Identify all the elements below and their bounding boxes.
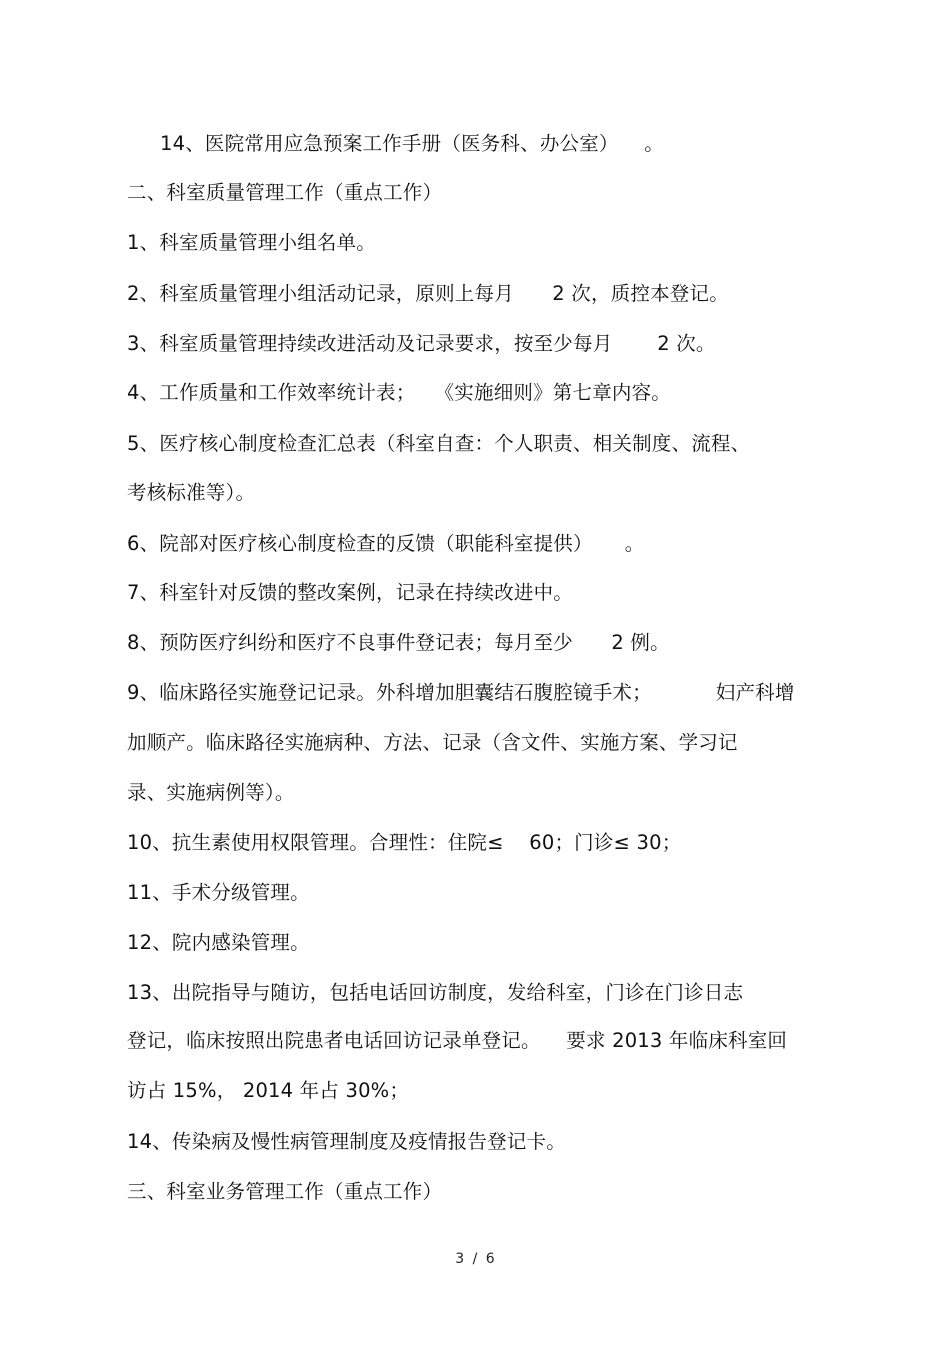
list-item-2: 2、科室质量管理小组活动记录，原则上每月 2 次，质控本登记。 — [127, 282, 729, 305]
page-number: 3 / 6 — [455, 1251, 495, 1267]
list-item-13-continued: 登记，临床按照出院患者电话回访记录单登记。 要求 2013 年临床科室回 — [127, 1029, 788, 1052]
list-item-14: 14、传染病及慢性病管理制度及疫情报告登记卡。 — [127, 1130, 566, 1153]
list-item-10: 10、抗生素使用权限管理。合理性：住院≤ 60；门诊≤ 30； — [127, 831, 682, 854]
list-item-11: 11、手术分级管理。 — [127, 881, 310, 904]
list-item-5: 5、医疗核心制度检查汇总表（科室自查：个人职责、相关制度、流程、 — [127, 432, 751, 455]
list-item-4: 4、工作质量和工作效率统计表； 《实施细则》第七章内容。 — [127, 381, 672, 404]
list-item-3: 3、科室质量管理持续改进活动及记录要求，按至少每月 2 次。 — [127, 332, 716, 355]
list-item-9: 9、临床路径实施登记记录。外科增加胆囊结石腹腔镜手术； 妇产科增 — [127, 681, 795, 704]
list-item-9-continued: 加顺产。临床路径实施病种、方法、记录（含文件、实施方案、学习记 — [127, 731, 738, 754]
list-item-6: 6、院部对医疗核心制度检查的反馈（职能科室提供） 。 — [127, 532, 645, 555]
list-item-12: 12、院内感染管理。 — [127, 931, 310, 954]
list-item-1: 1、科室质量管理小组名单。 — [127, 231, 377, 254]
list-item-13: 13、出院指导与随访，包括电话回访制度，发给科室，门诊在门诊日志 — [127, 981, 744, 1004]
section-heading-quality-management: 二、科室质量管理工作（重点工作） — [127, 181, 443, 204]
list-item-5-continued: 考核标准等）。 — [127, 481, 256, 504]
list-item-emergency-manual: 14、医院常用应急预案工作手册（医务科、办公室） 。 — [160, 132, 664, 155]
list-item-9-continued-2: 录、实施病例等）。 — [127, 781, 295, 804]
list-item-7: 7、科室针对反馈的整改案例，记录在持续改进中。 — [127, 581, 574, 604]
list-item-8: 8、预防医疗纠纷和医疗不良事件登记表；每月至少 2 例。 — [127, 631, 670, 654]
list-item-13-continued-2: 访占 15%， 2014 年占 30%； — [127, 1079, 410, 1102]
section-heading-business-management: 三、科室业务管理工作（重点工作） — [127, 1180, 443, 1203]
